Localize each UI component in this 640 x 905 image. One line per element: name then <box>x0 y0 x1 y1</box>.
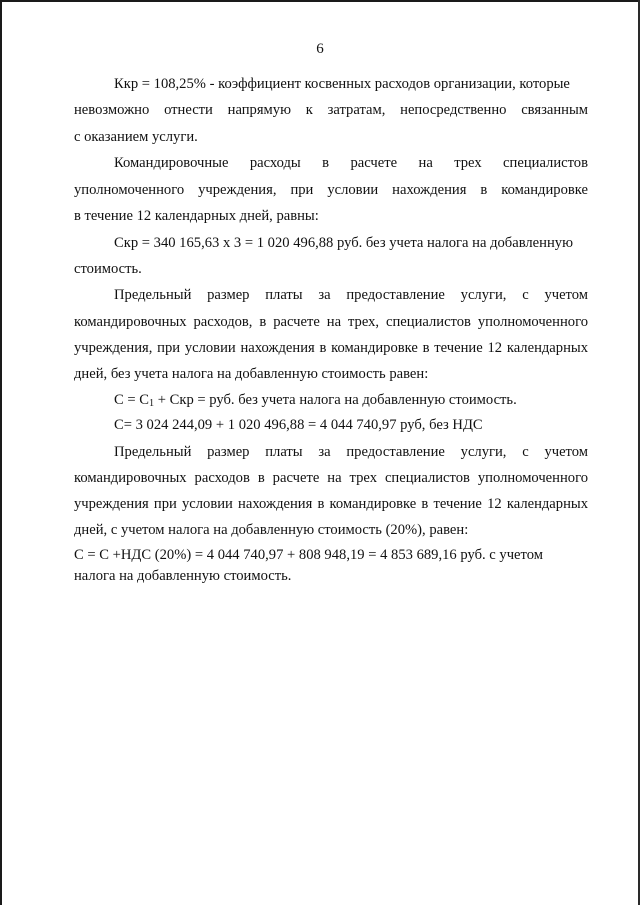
text-line: учреждения при условии нахождения в командировке в течение 12 календарных <box>74 496 588 512</box>
text-line: стоимость. <box>74 261 142 277</box>
formula-subscript: 1 <box>149 398 155 409</box>
text-line: командировочных расходов, в расчете на трех, специалистов уполномоченного <box>74 314 588 330</box>
text-line: Командировочные расходы в расчете на трех специалистов <box>114 155 588 171</box>
text-line: командировочных расходов в расчете на трех специалистов уполномоченного <box>74 470 588 486</box>
text-line: дней, без учета налога на добавленную стоимость равен: <box>74 366 429 382</box>
text-line: Предельный размер платы за предоставление услуги, с учетом <box>114 444 588 460</box>
formula-part: С = С <box>114 392 149 408</box>
formula-line <box>114 391 517 409</box>
text-line: невозможно отнести напрямую к затратам, непосредственно связанным <box>74 102 588 118</box>
formula-line: С = С +НДС (20%) = 4 044 740,97 + 808 948,19 = 4 853 689,16 руб. с учетом <box>74 547 543 563</box>
text-line: в течение 12 календарных дней, равны: <box>74 208 319 224</box>
page-number: 6 <box>316 41 324 57</box>
scan-edge-top <box>0 0 640 2</box>
text-line: Предельный размер платы за предоставление услуги, с учетом <box>114 287 588 303</box>
text-line: уполномоченного учреждения, при условии нахождения в командировке <box>74 182 588 198</box>
formula-line: Скр = 340 165,63 х 3 = 1 020 496,88 руб. без учета налога на добавленную <box>114 235 573 251</box>
formula-part: + Скр = руб. без учета налога на добавленную стоимость. <box>154 392 517 408</box>
text-line: налога на добавленную стоимость. <box>74 568 292 584</box>
scan-edge-left <box>0 0 2 905</box>
formula-line: С= 3 024 244,09 + 1 020 496,88 = 4 044 740,97 руб, без НДС <box>114 417 483 433</box>
text-line: учреждения, при условии нахождения в командировке в течение 12 календарных <box>74 340 588 356</box>
text-line: с оказанием услуги. <box>74 129 198 145</box>
text-line: дней, с учетом налога на добавленную стоимость (20%), равен: <box>74 522 469 538</box>
text-line: Ккр = 108,25% - коэффициент косвенных расходов организации, которые <box>114 76 570 92</box>
